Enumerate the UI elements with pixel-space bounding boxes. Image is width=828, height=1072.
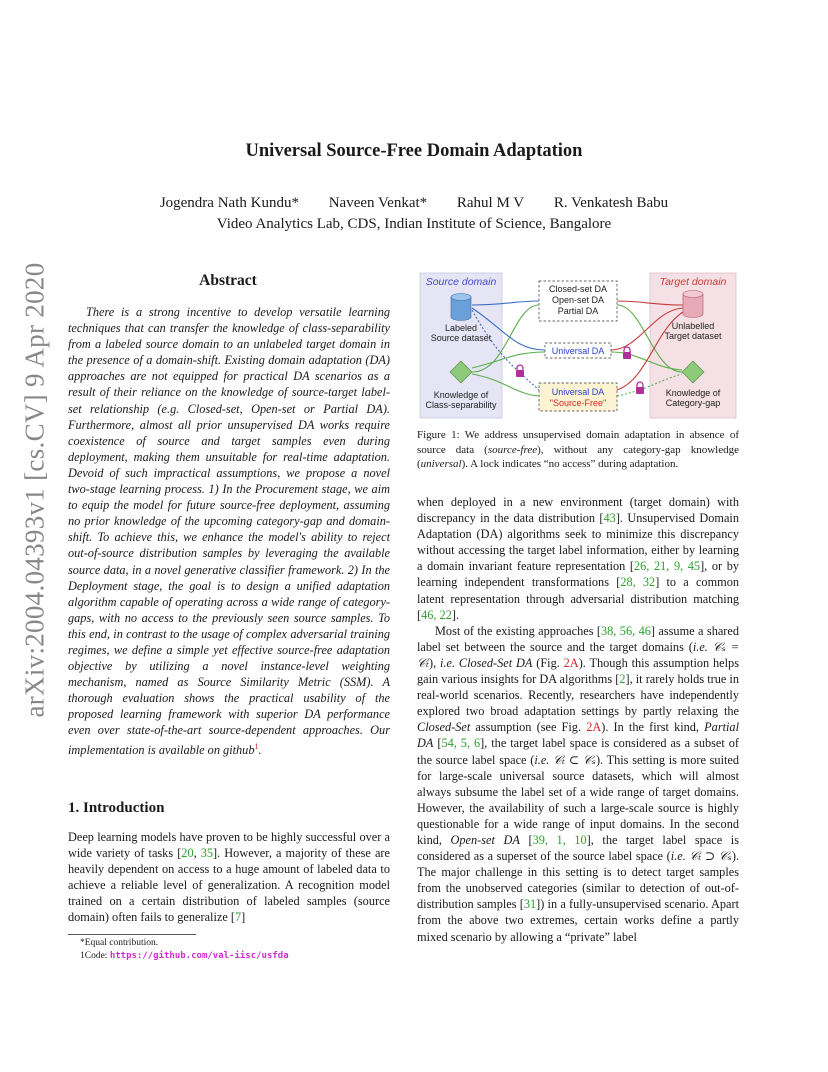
author-name: Naveen Venkat* [328, 195, 428, 211]
paper-title: Universal Source-Free Domain Adaptation [245, 141, 583, 161]
abstract-body: There is a strong incentive to develop versatile learning techniques that can transfer the knowledge of class-separability from a labeled source domain to an unlabeled target domain in the presence of a domain-shift. Existing domain adaptation (DA) approaches are not equipped for practical DA scenarios as a result of their reliance on the knowledge of source-target label-set relationship (e.g. Closed-set, Open-set or Partial DA). Furthermore, almost all prior unsupervised DA works require coexistence of source and target samples even during deployment, making them unsuitable for real-time adaptation. Devoid of such impractical assumptions, we propose a novel two-stage learning process. 1) In the Procurement stage, we aim to equip the model for future source-free deployment, assuming no prior knowledge of the upcoming category-gap and domain-shift. To achieve this, we enhance the model's ability to reject out-of-source distribution samples by leveraging the available source data, in a novel generative classifier framework. 2) In the Deployment stage, the goal is to design a unified adaptation algorithm capable of operating across a wide range of category-gaps, with no access to the previously seen source samples. To this end, in contrast to the usage of complex adversarial training regimes, we define a simple yet effective source-free adaptation objective by utilizing a novel instance-level weighting mechanism, named as Source Similarity Metric (SSM). A thorough evaluation shows the practical usability of the proposed learning framework with superior DA performance even over state-of-the-art source-dependent approaches. Our implementation is available on github$^1$. [68, 305, 390, 757]
figure-link[interactable]: 2A [563, 655, 579, 670]
citation-link[interactable]: 54, 5, 6 [441, 736, 481, 751]
svg-text:Class-separability: Class-separability [425, 400, 497, 410]
intro-paragraph: Deep learning models have proven to be highly successful over a wide variety of tasks [20, 35]. However, a majority of these are heavily dependent on access to a huge amount of labeled data to achieve a reliable level of generalization. A recognition model trained on a certain distribution of labeled samples (source domain) often fails to generalize [7] [68, 830, 390, 925]
affiliation: Video Analytics Lab, CDS, Indian Institute of Science, Bangalore [216, 216, 612, 232]
citation-link[interactable]: 26, 21, 9, 45 [633, 559, 701, 574]
citation-link[interactable]: 43 [603, 511, 616, 526]
paragraph: when deployed in a new environment (target domain) with discrepancy in the data distribution [43]. Unsupervised Domain Adaptation (DA) algorithms seek to minimize this discrepancy without accessing the target label information, either by learning a domain invariant feature representation [26, 21, 9, 45], or by learning independent transformations [28, 32] to a common latent representation through adversarial distribution matching [46, 22]. [417, 495, 740, 622]
source-domain-label: Source domain [425, 276, 497, 288]
citation-link[interactable]: 20 [181, 846, 194, 861]
figure-link[interactable]: 2A [586, 720, 602, 735]
citation-link[interactable]: 28, 32 [620, 575, 656, 590]
citation-link[interactable]: 46, 22 [421, 607, 452, 622]
right-column-text [417, 494, 739, 945]
footnote-divider [68, 934, 196, 935]
svg-text:Closed-set DA: Closed-set DA [548, 284, 608, 294]
footnote-mark[interactable]: 1 [254, 741, 259, 751]
lock-icon [516, 365, 524, 377]
citation-link[interactable]: 7 [234, 910, 242, 925]
svg-text:Knowledge of: Knowledge of [665, 388, 721, 398]
section-heading: 1. Introduction [68, 800, 165, 816]
svg-text:Target dataset: Target dataset [664, 331, 722, 341]
source-cylinder-icon [451, 294, 471, 321]
abstract-text: There is a strong incentive to develop versatile learning techniques that can transfer the knowledge of class-separability from a labeled source domain to an unlabeled target domain in the presence of a domain-shift. Existing domain adaptation (DA) approaches are not equipped for practical DA scenarios as a result of their reliance on the knowledge of source-target label-set relationship (e.g. Closed-set, Open-set or Partial DA). Furthermore, almost all prior unsupervised DA works require coexistence of source and target samples even during deployment, making them unsuitable for real-time adaptation. Devoid of such impractical assumptions, we propose a novel two-stage learning process. 1) In the Procurement stage, we aim to equip the model for future source-free deployment, assuming no prior knowledge of the upcoming category-gap and domain-shift. To achieve this, we enhance the model's ability to reject out-of-source distribution samples by leveraging the available source data, in a novel generative classifier framework. 2) In the Deployment stage, the goal is to design a unified adaptation algorithm capable of operating across a wide range of category-gaps, with no access to the previously seen source samples. To this end, in contrast to the usage of complex adversarial training regimes, we define a simple yet effective source-free adaptation objective by utilizing a novel instance-level weighting mechanism, named as Source Similarity Metric (SSM). A thorough evaluation shows the practical usability of the proposed learning framework with superior DA performance even over state-of-the-art source-dependent approaches. Our implementation is available on github [68, 305, 390, 757]
code-link[interactable]: https://github.com/val-iisc/usfda [109, 951, 289, 961]
lock-icon [623, 347, 631, 359]
svg-text:Universal DA: Universal DA [551, 346, 605, 356]
lock-icon [636, 382, 644, 394]
svg-text:Labeled: Labeled [444, 323, 478, 333]
author-list [0, 195, 828, 212]
svg-text:Category-gap: Category-gap [665, 398, 721, 408]
svg-text:Open-set DA: Open-set DA [551, 295, 605, 305]
svg-text:"Source-Free": "Source-Free" [549, 398, 607, 408]
target-domain-label: Target domain [659, 276, 727, 288]
author-name: Jogendra Nath Kundu* [159, 195, 299, 211]
abstract-heading: Abstract [199, 272, 257, 289]
citation-link[interactable]: 39, 1, 10 [532, 832, 587, 847]
citation-link[interactable]: 35 [200, 846, 214, 861]
target-cylinder-icon [683, 291, 703, 318]
svg-text:Partial DA: Partial DA [557, 306, 599, 316]
citation-link[interactable]: 2 [619, 672, 626, 687]
svg-text:Knowledge of: Knowledge of [433, 390, 489, 400]
figure-1-caption: Figure 1: We address unsupervised domain adaptation in absence of source data (source-free), without any category-gap knowledge (universal). A lock indicates “no access” during adaptation. [417, 429, 739, 471]
author-name: Rahul M V [456, 195, 525, 211]
author-name: R. Venkatesh Babu [553, 195, 669, 211]
svg-text:Universal DA: Universal DA [551, 387, 605, 397]
figure-1-diagram [415, 270, 740, 420]
paragraph: Most of the existing approaches [38, 56, 46] assume a shared label set between the source and the target domains (i.e. 𝒞ₛ = 𝒞ₜ), i.e. Closed-Set DA (Fig. 2A). Though this assumption helps gain various insights for DA algorithms [2], it rarely holds true in real-world scenarios. Recently, researchers have independently explored two broad adaptation settings by partly relaxing the Closed-Set assumption (see Fig. 2A). In the first kind, Partial DA [54, 5, 6], the target label space is considered as a subset of the source label space (i.e. 𝒞ₜ ⊂ 𝒞ₛ). This setting is more suited for large-scale universal source datasets, which will almost always subsume the label set of a wide range of target domains. However, the availability of such a large-scale source is highly questionable for a wide range of input domains. In the second kind, Open-set DA [39, 1, 10], the target label space is considered as a superset of the source label space (i.e. 𝒞ₜ ⊃ 𝒞ₛ). The major challenge in this setting is to detect target samples from the unobserved categories (similar to detection of out-of-distribution samples [31]) in a fully-unsupervised scenario. Apart from the above two extremes, certain works define a partly mixed scenario by allowing a “private” label [417, 623, 740, 944]
svg-text:Unlabelled: Unlabelled [671, 321, 715, 331]
footnote-equal-contribution: *Equal contribution. [80, 938, 159, 948]
arxiv-identifier: arXiv:2004.04393v1 [cs.CV] 9 Apr 2020 [19, 262, 50, 718]
citation-link[interactable]: 38, 56, 46 [601, 623, 651, 638]
svg-text:Source dataset: Source dataset [430, 333, 492, 343]
footnote-code: 1Code: https://github.com/val-iisc/usfda [80, 951, 289, 961]
citation-link[interactable]: 31 [523, 897, 537, 912]
